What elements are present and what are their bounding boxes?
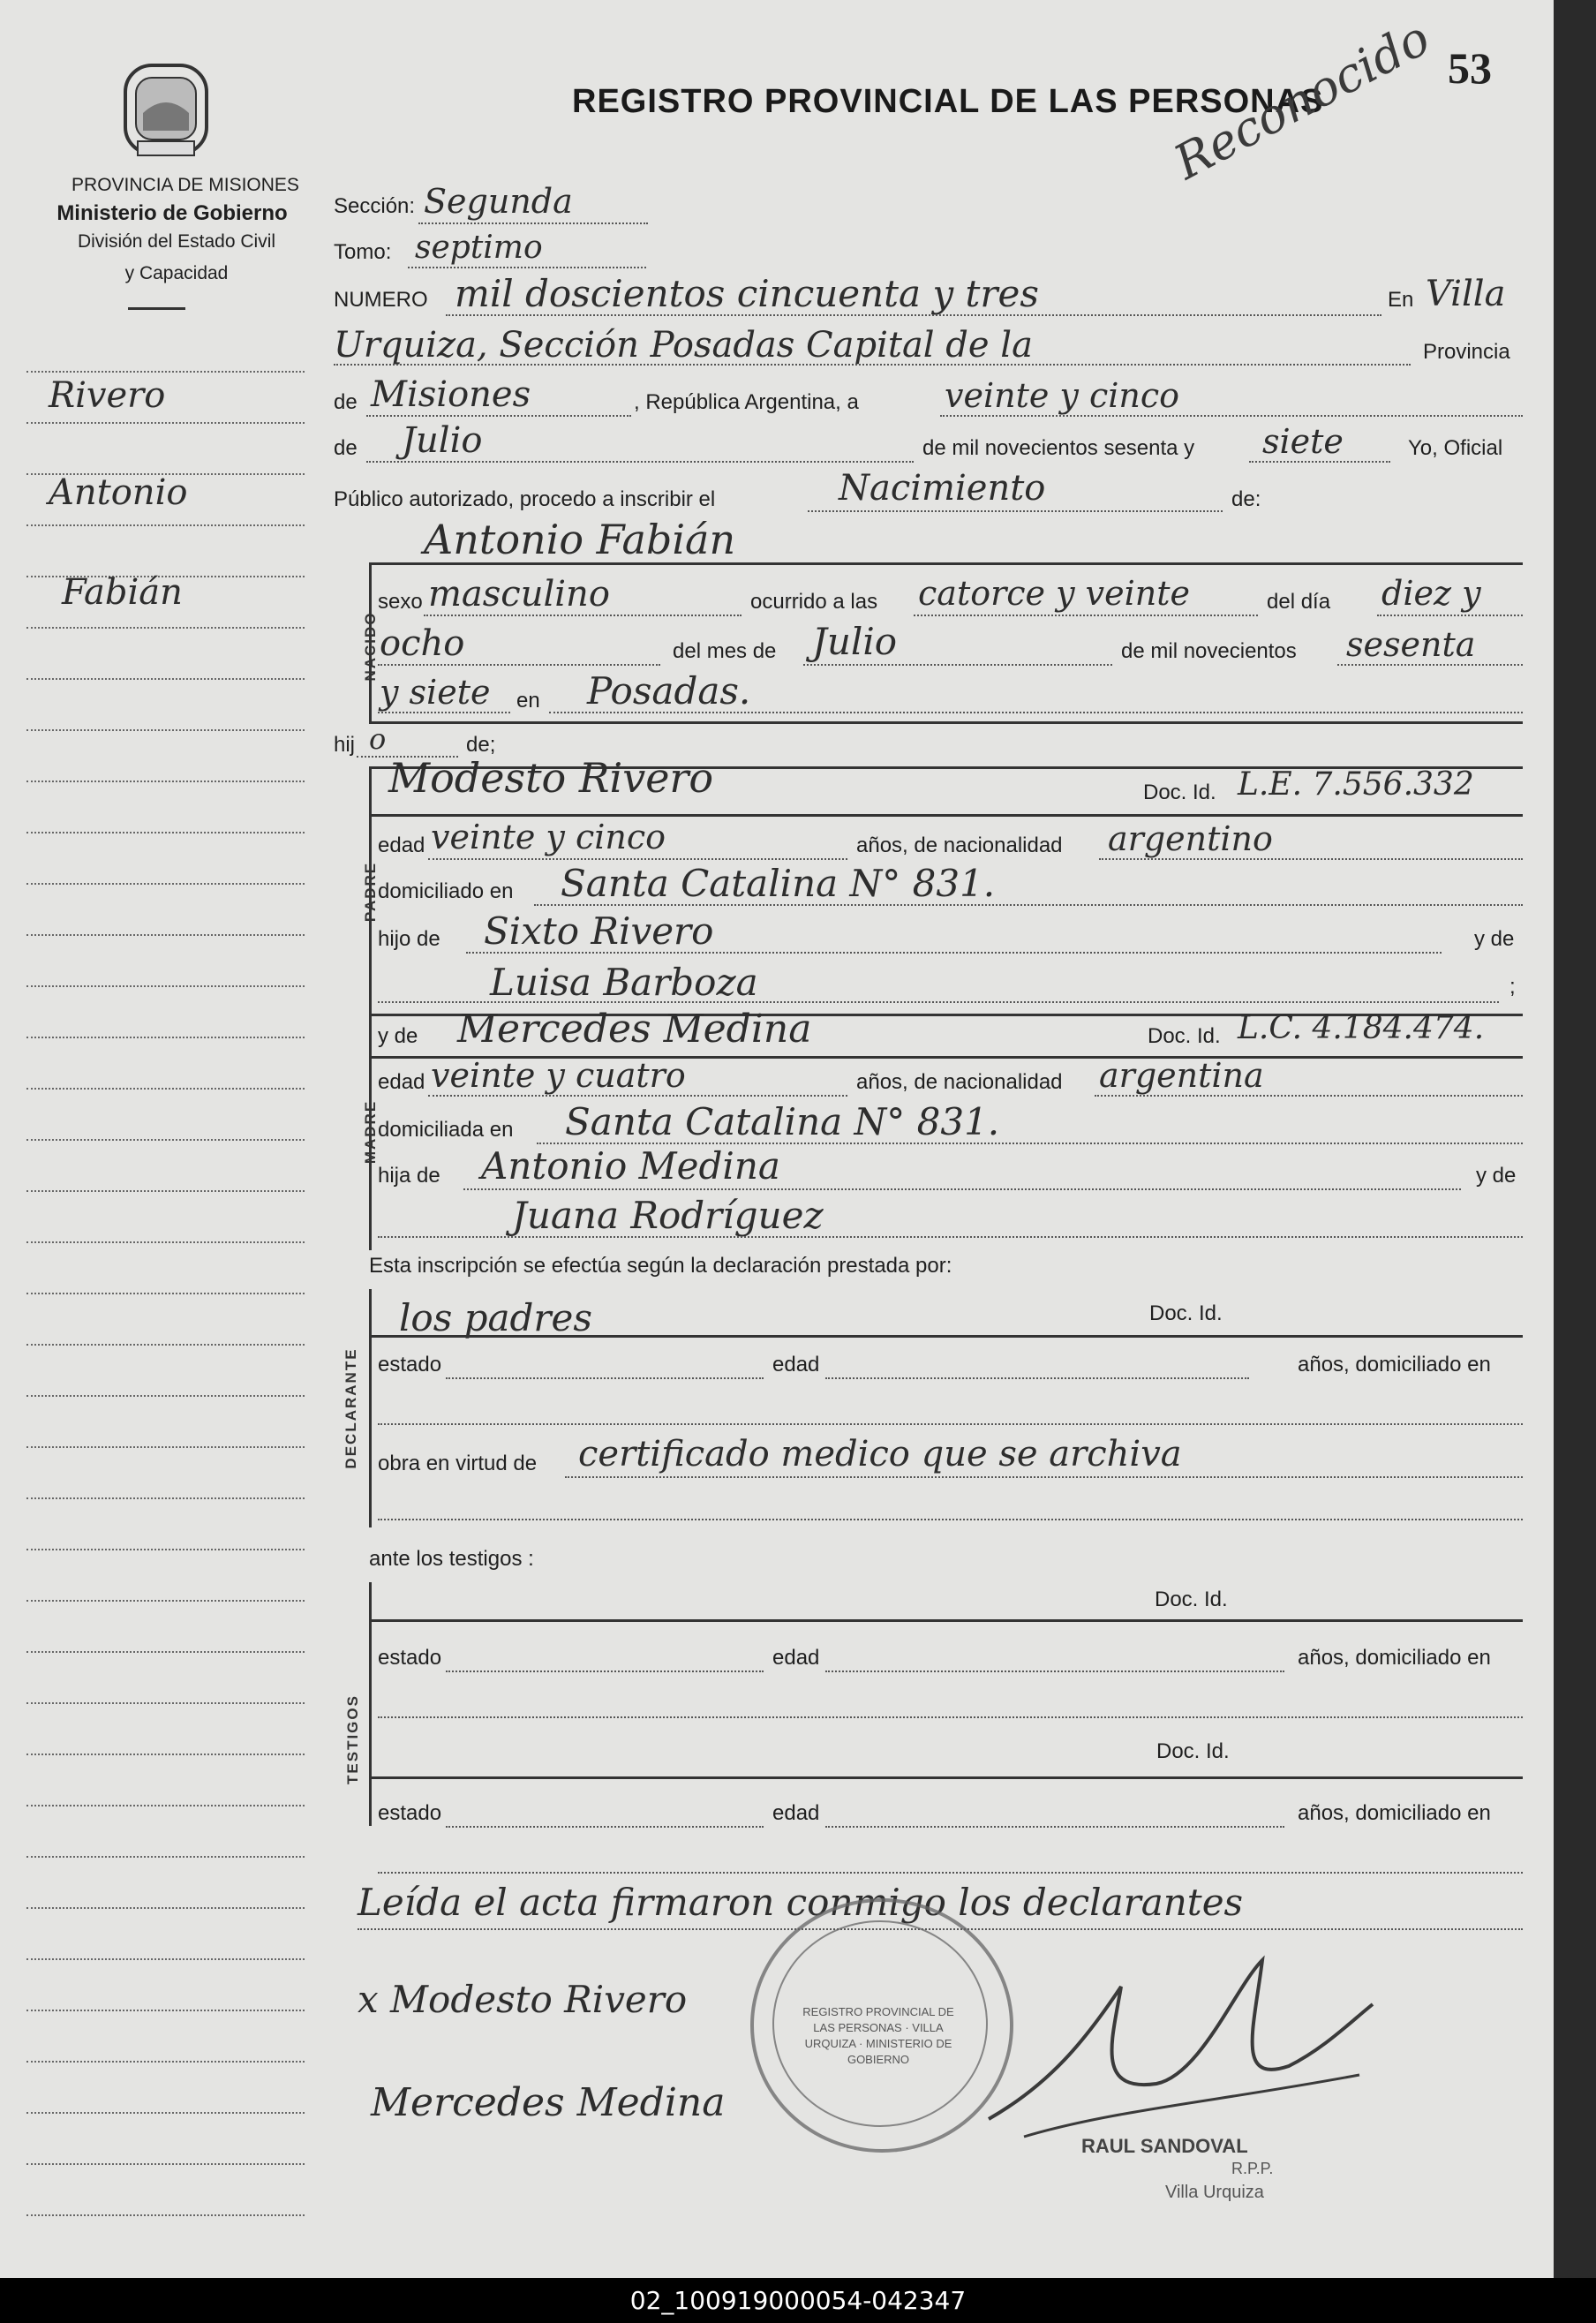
margin-line: [26, 1293, 305, 1294]
value-madre-madre: Juana Rodríguez: [512, 1194, 824, 1237]
label-republica: , República Argentina, a: [634, 390, 859, 414]
label-padre-y-de: y de: [1474, 927, 1515, 951]
margin-line: [26, 781, 305, 782]
label-de-mes: de: [334, 436, 358, 460]
margin-line: [26, 883, 305, 885]
label-sexo: sexo: [378, 590, 423, 614]
value-locality: Urquiza, Sección Posadas Capital de la: [334, 325, 1033, 366]
value-padre-padre: Sixto Rivero: [484, 909, 714, 953]
label-yo-oficial: Yo, Oficial: [1408, 436, 1503, 460]
margin-line: [26, 1958, 305, 1960]
value-obra: certificado medico que se archiva: [578, 1434, 1182, 1475]
provincial-seal-icon: [113, 60, 219, 164]
value-padre-doc: L.E. 7.556.332: [1238, 766, 1474, 803]
value-madre-padre: Antonio Medina: [481, 1144, 780, 1188]
margin-name1: Antonio: [49, 472, 188, 513]
value-madre-nac: argentina: [1099, 1056, 1264, 1095]
value-nombre: Antonio Fabián: [424, 516, 736, 563]
label-madre-y-de2: y de: [1476, 1164, 1517, 1188]
value-declarante: los padres: [399, 1296, 592, 1339]
margin-line: [26, 371, 305, 373]
margin-line: [26, 524, 305, 526]
margin-line: [26, 1856, 305, 1858]
value-anio: siete: [1262, 422, 1344, 461]
margin-line: [26, 1037, 305, 1038]
margin-line: [26, 627, 305, 629]
label-inscripcion: Esta inscripción se efectúa según la declaración prestada por:: [369, 1254, 952, 1278]
recognized-stamp: Reconocido: [1165, 10, 1439, 191]
margin-name2: Fabián: [62, 572, 183, 613]
value-tomo: septimo: [415, 230, 543, 266]
value-hora: catorce y veinte: [918, 574, 1190, 613]
value-padre-nac: argentino: [1108, 819, 1273, 858]
margin-line: [26, 832, 305, 833]
value-provincia: Misiones: [371, 374, 531, 415]
label-madre-dom: domiciliada en: [378, 1118, 514, 1142]
issuer-line1: PROVINCIA DE MISIONES: [72, 175, 299, 195]
label-declarante-edad: edad: [772, 1353, 820, 1376]
label-madre-nac: años, de nacionalidad: [856, 1070, 1063, 1094]
value-firma2: Mercedes Medina: [371, 2080, 726, 2125]
label-madre-doc: Doc. Id.: [1148, 1024, 1221, 1048]
label-seccion: Sección:: [334, 194, 416, 218]
margin-line: [26, 1139, 305, 1141]
margin-line: [26, 1549, 305, 1550]
label-testigo1-estado: estado: [378, 1646, 442, 1670]
margin-line: [26, 1907, 305, 1909]
label-de-mil2: de mil novecientos: [1121, 639, 1297, 663]
value-padre-dom: Santa Catalina N° 831.: [561, 862, 996, 905]
label-provincia: Provincia: [1423, 340, 1510, 364]
value-sexo: masculino: [428, 574, 610, 615]
margin-line: [26, 1497, 305, 1499]
value-madre: Mercedes Medina: [457, 1007, 812, 1052]
margin-line: [26, 2061, 305, 2063]
side-label-testigos: TESTIGOS: [344, 1694, 361, 1784]
label-declarante-doc: Doc. Id.: [1149, 1301, 1223, 1325]
margin-line: [26, 2112, 305, 2114]
label-obra: obra en virtud de: [378, 1452, 538, 1475]
label-madre-edad: edad: [378, 1070, 425, 1094]
label-de: de: [334, 390, 358, 414]
label-padre-edad: edad: [378, 833, 425, 857]
value-padre: Modesto Rivero: [388, 754, 714, 802]
label-testigo1-doc: Doc. Id.: [1155, 1588, 1228, 1611]
label-madre-hija: hija de: [378, 1164, 440, 1188]
adjacent-page-edge: [1554, 0, 1596, 2278]
value-en: Villa: [1426, 274, 1506, 314]
value-madre-edad: veinte y cuatro: [431, 1056, 686, 1095]
value-cierre: Leída el acta firmaron conmigo los declarantes: [358, 1881, 1244, 1924]
value-madre-doc: L.C. 4.184.474.: [1238, 1010, 1485, 1046]
margin-line: [26, 2010, 305, 2011]
label-testigo2-anos: años, domiciliado en: [1298, 1801, 1491, 1825]
label-en-lower: en: [516, 689, 540, 713]
value-padre-madre: Luisa Barboza: [490, 961, 758, 1004]
label-padre-nac: años, de nacionalidad: [856, 833, 1063, 857]
label-testigo1-edad: edad: [772, 1646, 820, 1670]
margin-line: [26, 2163, 305, 2165]
margin-line: [26, 729, 305, 731]
officer-locality: Villa Urquiza: [1165, 2183, 1264, 2202]
value-hijo-suffix: o: [369, 722, 387, 756]
margin-line: [26, 1241, 305, 1243]
margin-line: [26, 1805, 305, 1806]
issuer-line2: Ministerio de Gobierno: [56, 201, 288, 225]
margin-line: [26, 678, 305, 680]
margin-line: [26, 985, 305, 987]
value-firma1: x Modesto Rivero: [358, 1978, 688, 2021]
value-padre-edad: veinte y cinco: [431, 818, 666, 856]
issuer-line3: División del Estado Civil: [77, 231, 276, 252]
round-stamp-text: REGISTRO PROVINCIAL DE LAS PERSONAS · VILLA URQUIZA · MINISTERIO DE GOBIERNO: [802, 2005, 954, 2066]
label-testigo2-edad: edad: [772, 1801, 820, 1825]
label-tomo: Tomo:: [334, 240, 392, 264]
label-semicolon: ;: [1509, 975, 1516, 999]
margin-line: [26, 2214, 305, 2216]
value-seccion: Segunda: [424, 182, 573, 221]
value-mes: Julio: [812, 620, 898, 663]
page-title: REGISTRO PROVINCIAL DE LAS PERSONAS: [572, 83, 1324, 120]
margin-line: [26, 1600, 305, 1602]
issuer-line4: y Capacidad: [124, 263, 229, 283]
margin-line: [26, 1702, 305, 1704]
label-padre-dom: domiciliado en: [378, 879, 514, 903]
officer-title: R.P.P.: [1231, 2160, 1274, 2177]
value-dia2: ocho: [380, 623, 465, 664]
margin-line: [26, 1446, 305, 1448]
label-testigo1-anos: años, domiciliado en: [1298, 1646, 1491, 1670]
value-anio-nac: sesenta: [1346, 625, 1476, 664]
label-padre-hijo: hijo de: [378, 927, 440, 951]
label-madre-y-de: y de: [378, 1024, 418, 1048]
officer-name: RAUL SANDOVAL: [1081, 2135, 1248, 2157]
label-de-semicolon: de;: [466, 733, 496, 757]
side-label-padre: PADRE: [362, 861, 379, 923]
label-testigo2-doc: Doc. Id.: [1156, 1739, 1230, 1763]
side-label-nacido: NACIDO: [362, 611, 379, 682]
margin-line: [26, 1395, 305, 1397]
margin-line: [26, 1754, 305, 1755]
officer-signature-icon: [971, 1934, 1386, 2163]
value-fecha-mes: Julio: [402, 420, 483, 461]
side-label-declarante: DECLARANTE: [343, 1347, 359, 1469]
label-testigos: ante los testigos :: [369, 1547, 534, 1571]
label-numero: NUMERO: [334, 288, 428, 312]
label-declarante-anos: años, domiciliado en: [1298, 1353, 1491, 1376]
margin-surname: Rivero: [49, 375, 166, 416]
value-numero: mil doscientos cincuenta y tres: [455, 272, 1039, 315]
value-madre-dom: Santa Catalina N° 831.: [565, 1100, 1000, 1143]
margin-line: [26, 1190, 305, 1192]
label-de-colon: de:: [1231, 487, 1261, 511]
label-de-mil: de mil novecientos sesenta y: [922, 436, 1195, 460]
value-acto: Nacimiento: [839, 468, 1046, 509]
label-testigo2-estado: estado: [378, 1801, 442, 1825]
margin-line: [26, 422, 305, 424]
value-fecha-dia: veinte y cinco: [945, 376, 1180, 415]
margin-line: [26, 934, 305, 936]
label-ocurrido: ocurrido a las: [750, 590, 878, 614]
value-dia: diez y: [1381, 574, 1481, 613]
margin-line: [26, 1651, 305, 1653]
label-hijo: hij: [334, 733, 356, 757]
footer-id: 02_100919000054-042347: [0, 2278, 1596, 2323]
issuer-divider: [128, 307, 185, 310]
label-padre-doc: Doc. Id.: [1143, 781, 1216, 804]
side-label-madre: MADRE: [362, 1099, 379, 1165]
margin-line: [26, 1344, 305, 1346]
value-anio-nac2: y siete: [380, 673, 491, 712]
margin-line: [26, 1088, 305, 1090]
label-en: En: [1388, 288, 1414, 312]
label-del-mes: del mes de: [673, 639, 777, 663]
value-lugar: Posadas.: [587, 669, 751, 713]
label-declarante-estado: estado: [378, 1353, 442, 1376]
label-publico: Público autorizado, procedo a inscribir el: [334, 487, 716, 511]
page-number: 53: [1448, 43, 1492, 93]
label-del-dia: del día: [1267, 590, 1331, 614]
